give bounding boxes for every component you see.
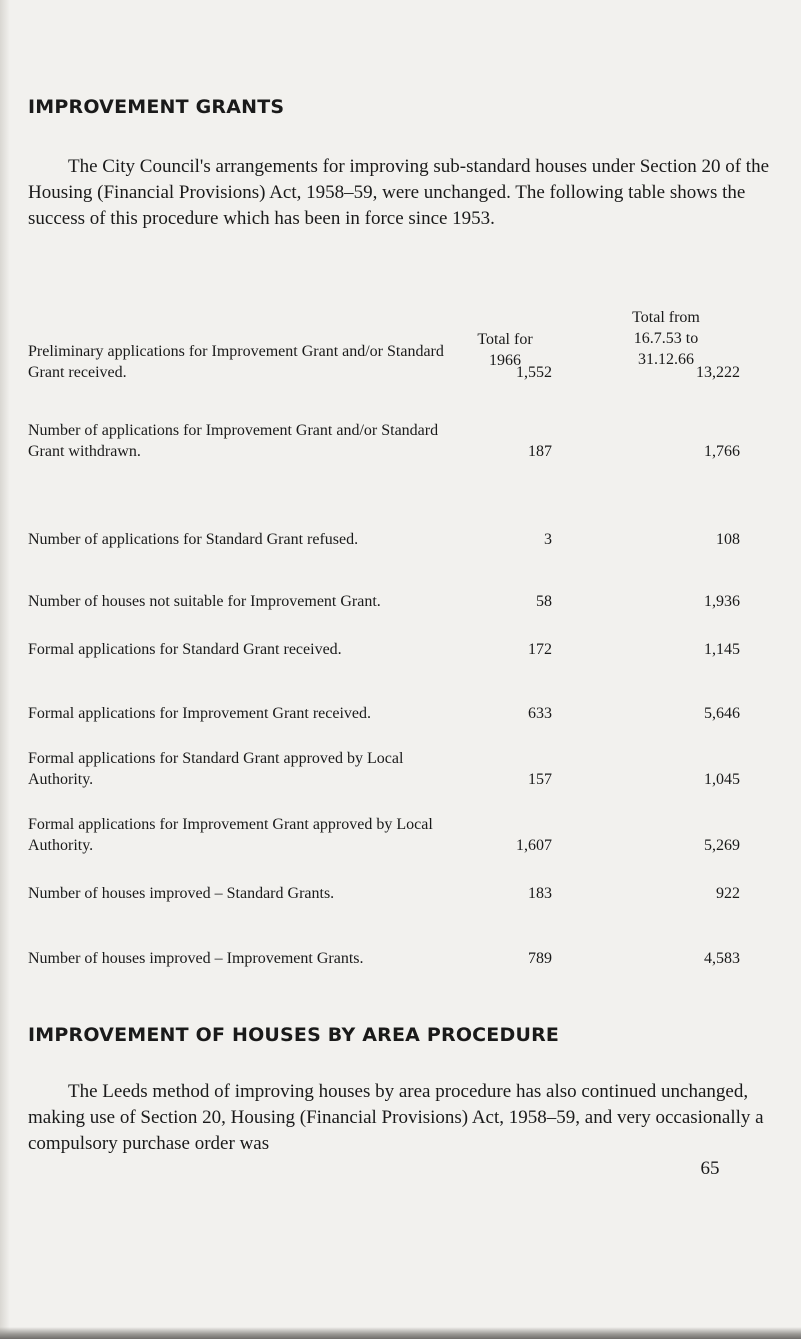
value-total-1966: 187 — [528, 443, 552, 460]
value-total-1966: 172 — [528, 641, 552, 658]
row-label: Formal applications for Improvement Grant approved by Local Authority. — [28, 816, 433, 854]
table-row — [28, 925, 740, 969]
table-row — [28, 339, 740, 383]
value-total-since-1953: 108 — [716, 531, 740, 548]
value-total-since-1953: 4,583 — [704, 950, 740, 967]
value-total-since-1953: 922 — [716, 885, 740, 902]
value-total-since-1953: 1,936 — [704, 593, 740, 610]
intro-paragraph: The City Council's arrangements for improving sub-standard houses under Section 20 of the Housing (Financial Provisions) Act, 1958–59, were unchanged. The following table shows the success of this procedure which has been in force since 1953. — [28, 156, 770, 229]
column-header-line: Total for — [477, 331, 533, 348]
page-edge-shadow — [0, 0, 10, 1339]
value-total-1966: 183 — [528, 885, 552, 902]
row-label: Number of houses not suitable for Improvement Grant. — [28, 593, 381, 610]
value-total-since-1953: 13,222 — [696, 364, 740, 381]
column-header-line: 16.7.53 to — [633, 330, 699, 347]
section-heading-area-procedure: IMPROVEMENT OF HOUSES BY AREA PROCEDURE — [28, 1024, 560, 1046]
row-label: Preliminary applications for Improvement Grant and/or Standard Grant received. — [28, 343, 444, 381]
table-row — [28, 746, 740, 790]
table-row — [28, 418, 740, 462]
column-header-line: 1966 — [489, 352, 521, 369]
table-row — [28, 568, 740, 612]
value-total-1966: 1,607 — [516, 837, 552, 854]
column-header-line: 31.12.66 — [638, 351, 694, 368]
value-total-since-1953: 5,646 — [704, 705, 740, 722]
table-row — [28, 812, 740, 856]
row-label: Formal applications for Standard Grant received. — [28, 641, 342, 658]
table-row — [28, 506, 740, 550]
row-label: Formal applications for Improvement Grant received. — [28, 705, 371, 722]
table-row — [28, 860, 740, 904]
value-total-since-1953: 1,766 — [704, 443, 740, 460]
table-row — [28, 680, 740, 724]
value-total-since-1953: 1,145 — [704, 641, 740, 658]
value-total-1966: 58 — [536, 593, 552, 610]
row-label: Formal applications for Standard Grant approved by Local Authority. — [28, 750, 404, 788]
value-total-1966: 633 — [528, 705, 552, 722]
page-bottom-edge — [0, 1327, 801, 1339]
value-total-1966: 1,552 — [516, 364, 552, 381]
area-procedure-paragraph: The Leeds method of improving houses by area procedure has also continued unchanged, making use of Section 20, Housing (Financial Provisions) Act, 1958–59, and very occasionally a compulsory purchase order was — [28, 1081, 764, 1154]
section-heading-improvement-grants: IMPROVEMENT GRANTS — [28, 96, 285, 118]
value-total-since-1953: 5,269 — [704, 837, 740, 854]
row-label: Number of houses improved – Standard Grants. — [28, 885, 335, 902]
column-header-line: Total from — [632, 309, 700, 326]
value-total-1966: 3 — [544, 531, 552, 548]
row-label: Number of houses improved – Improvement Grants. — [28, 950, 364, 967]
value-total-1966: 789 — [528, 950, 552, 967]
value-total-1966: 157 — [528, 771, 552, 788]
table-row — [28, 616, 740, 660]
row-label: Number of applications for Standard Grant refused. — [28, 531, 359, 548]
row-label: Number of applications for Improvement Grant and/or Standard Grant withdrawn. — [28, 422, 439, 460]
page-number: 65 — [700, 1158, 720, 1179]
value-total-since-1953: 1,045 — [704, 771, 740, 788]
